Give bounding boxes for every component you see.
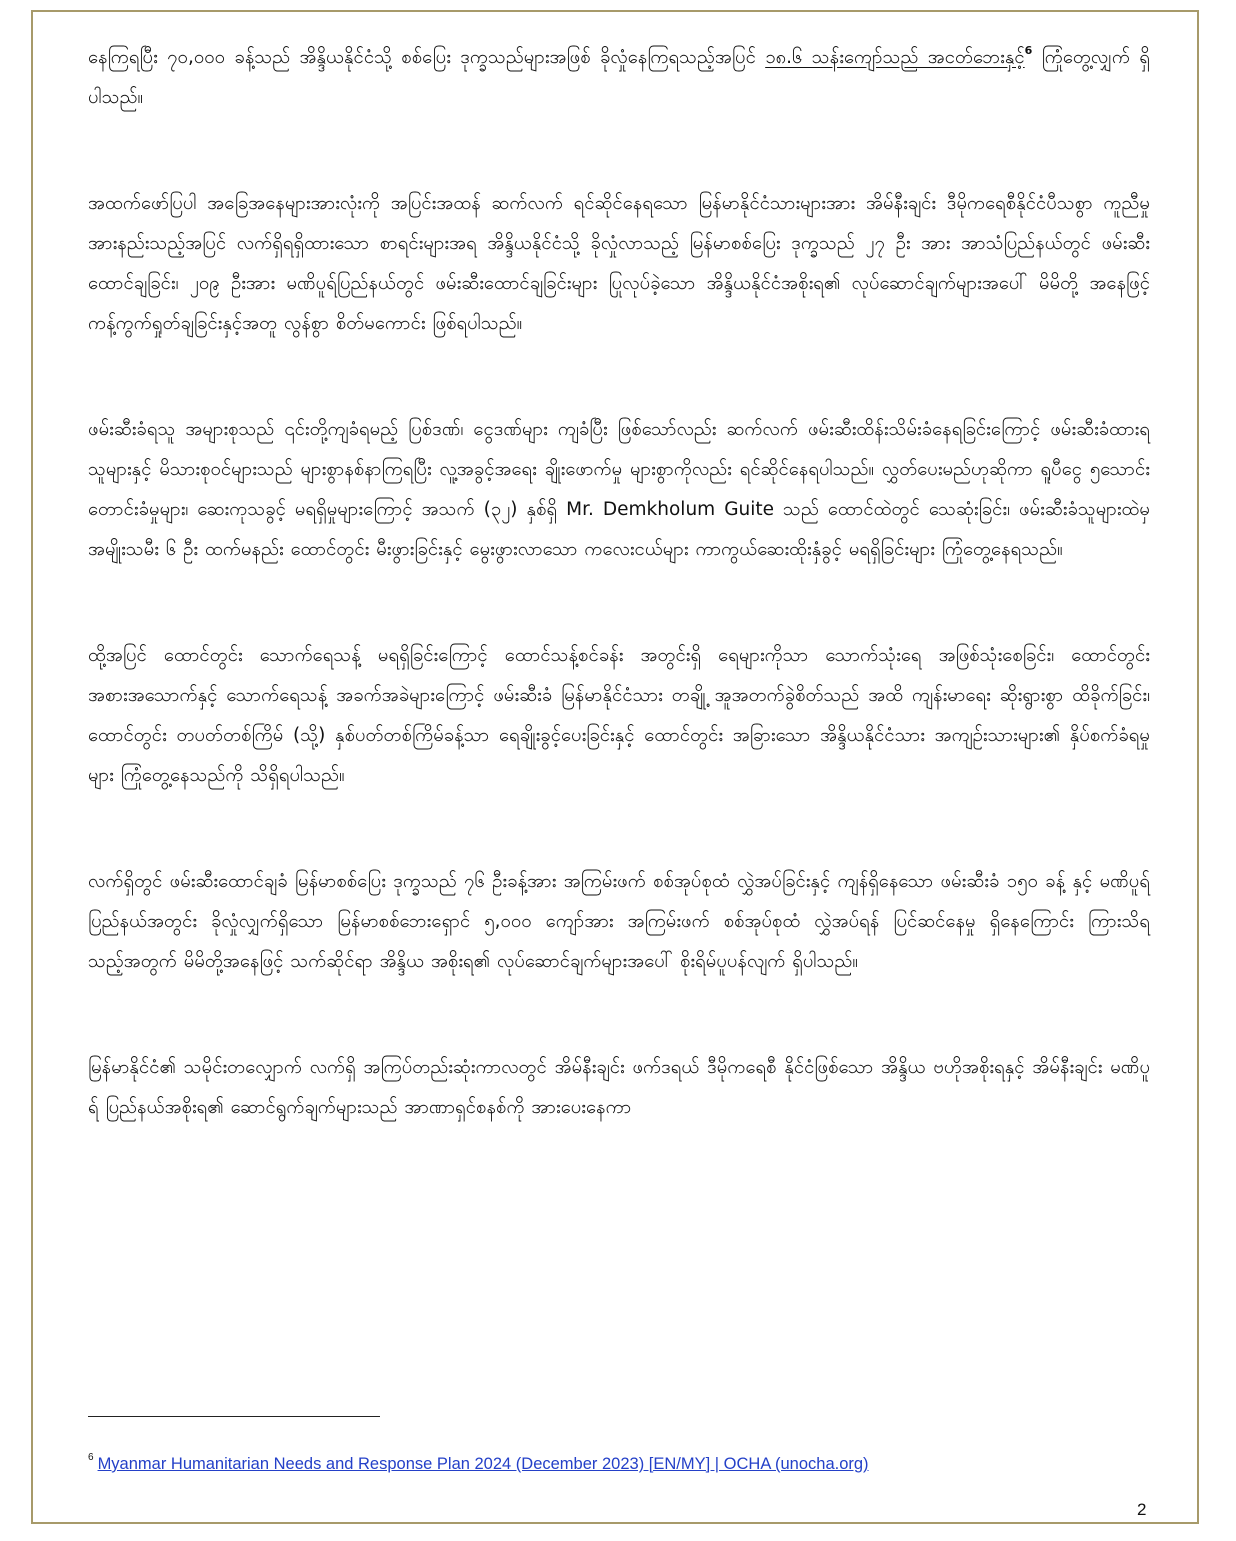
paragraph-1-text: နေကြရပြီး ၇၀,၀၀၀ ခန့်သည် အိန္ဒိယနိုင်ငံသို့ စစ်ပြေး ဒုက္ခသည်များအဖြစ် ခိုလှုံနေကြရသည့်အပြင် (88, 47, 766, 68)
hunger-figure-underlined-text: ၁၈.၆ သန်းကျော်သည် အငတ်ဘေးနှင့် (765, 47, 1025, 68)
footnote-separator (88, 1416, 380, 1417)
paragraph-1-text-end: ကြုံတွေ့လျှက် ရှိပါသည်။ (88, 47, 1150, 108)
document-body (88, 38, 1150, 1128)
paragraph-6: မြန်မာနိုင်ငံ၏ သမိုင်းတလျှောက် လက်ရှိ အကြပ်တည်းဆုံးကာလတွင် အိမ်နီးချင်း ဖက်ဒရယ် ဒီမိုကရေစီ နိုင်ငံဖြစ်သော အိန္ဒိယ ဗဟိုအစိုးရနှင့် အိမ်နီးချင်း မဏိပူရ် ပြည်နယ်အစိုးရ၏ ဆောင်ရွက်ချက်များသည် အာဏာရှင်စနစ်ကို အားပေးနေကာ (88, 1057, 1150, 1118)
footnote-number: 6 (88, 1451, 94, 1463)
paragraph-4: ထို့အပြင် ထောင်တွင်း သောက်ရေသန့် မရရှိခြင်းကြောင့် ထောင်သန့်စင်ခန်း အတွင်းရှိ ရေများကိုသာ သောက်သုံးရေ အဖြစ်သုံးစေခြင်း၊ ထောင်တွင်း အစားအသောက်နှင့် သောက်ရေသန့် အခက်အခဲများကြောင့် ဖမ်းဆီးခံ မြန်မာနိုင်ငံသား တချို့ အူအတက်ခွဲစိတ်သည် အထိ ကျန်းမာရေး ဆိုးရွားစွာ ထိခိုက်ခြင်း၊ ထောင်တွင်း တပတ်တစ်ကြိမ် (သို့) နှစ်ပတ်တစ်ကြိမ်ခန့်သာ ရေချိုးခွင့်ပေးခြင်းနှင့် ထောင်တွင်း အခြားသော အိန္ဒိယနိုင်ငံသား အကျဉ်းသားများ၏ နှိပ်စက်ခံရမှုများ ကြုံတွေ့နေသည်ကို သိရှိရပါသည်။ (88, 645, 1150, 786)
footnote-reference-6[interactable]: 6 (1024, 43, 1033, 57)
footnote-source-link[interactable]: Myanmar Humanitarian Needs and Response Plan 2024 (December 2023) [EN/MY] | OCHA (unocha.org) (97, 1455, 869, 1473)
paragraph-1 (88, 38, 1150, 118)
paragraph-3: ဖမ်းဆီးခံရသူ အများစုသည် ၎င်းတို့ကျခံရမည့် ပြစ်ဒဏ်၊ ငွေဒဏ်များ ကျခံပြီး ဖြစ်သော်လည်း ဆက်လက် ဖမ်းဆီးထိန်းသိမ်းခံနေရခြင်းကြောင့် ဖမ်းဆီးခံထားရသူများနှင့် မိသားစုဝင်များသည် များစွာနစ်နာကြရပြီး လူ့အခွင့်အရေး ချိုးဖောက်မှု များစွာကိုလည်း ရင်ဆိုင်နေရပါသည်။ လွှတ်ပေးမည်ဟုဆိုကာ ရူပီငွေ ၅သောင်း တောင်းခံမှုများ၊ ဆေးကုသခွင့် မရရှိမှုများကြောင့် အသက် (၃၂) နှစ်ရှိ Mr. Demkholum Guite သည် ထောင်ထဲတွင် သေဆုံးခြင်း၊ ဖမ်းဆီးခံသူများထဲမှ အမျိုးသမီး ၆ ဦး ထက်မနည်း ထောင်တွင်း မီးဖွားခြင်းနှင့် မွေးဖွားလာသော ကလေးငယ်များ ကာကွယ်ဆေးထိုးနှံခွင့် မရရှိခြင်းများ ကြုံတွေ့နေရသည်။ (88, 419, 1150, 560)
footnote (88, 1453, 869, 1475)
paragraph-5: လက်ရှိတွင် ဖမ်းဆီးထောင်ချခံ မြန်မာစစ်ပြေး ဒုက္ခသည် ၇၆ ဦးခန့်အား အကြမ်းဖက် စစ်အုပ်စုထံ လွှဲအပ်ခြင်းနှင့် ကျန်ရှိနေသော ဖမ်းဆီးခံ ၁၅၀ ခန့် နှင့် မဏိပူရ် ပြည်နယ်အတွင်း ခိုလှုံလျှက်ရှိသော မြန်မာစစ်ဘေးရှောင် ၅,၀၀၀ ကျော်အား အကြမ်းဖက် စစ်အုပ်စုထံ လွှဲအပ်ရန် ပြင်ဆင်နေမှု ရှိနေကြောင်း ကြားသိရသည့်အတွက် မိမိတို့အနေဖြင့် သက်ဆိုင်ရာ အိန္ဒိယ အစိုးရ၏ လုပ်ဆောင်ချက်များအပေါ် စိုးရိမ်ပူပန်လျက် ရှိပါသည်။ (88, 871, 1150, 972)
page-number: 2 (1137, 1500, 1147, 1519)
paragraph-2: အထက်ဖော်ပြပါ အခြေအနေများအားလုံးကို အပြင်းအထန် ဆက်လက် ရင်ဆိုင်နေရသော မြန်မာနိုင်ငံသားများအား အိမ်နီးချင်း ဒီမိုကရေစီနိုင်ငံပီသစွာ ကူညီမှု အားနည်းသည့်အပြင် လက်ရှိရရှိထားသော စာရင်းများအရ အိန္ဒိယနိုင်ငံသို့ ခိုလှုံလာသည့် မြန်မာစစ်ပြေး ဒုက္ခသည် ၂၇ ဦး အား အာသံပြည်နယ်တွင် ဖမ်းဆီးထောင်ချခြင်း၊ ၂၀၉ ဦးအား မဏိပူရ်ပြည်နယ်တွင် ဖမ်းဆီးထောင်ချခြင်းများ ပြုလုပ်ခဲ့သော အိန္ဒိယနိုင်ငံအစိုးရ၏ လုပ်ဆောင်ချက်များအပေါ် မိမိတို့ အနေဖြင့် ကန့်ကွက်ရှုတ်ချခြင်းနှင့်အတူ လွန်စွာ စိတ်မကောင်း ဖြစ်ရပါသည်။ (88, 193, 1150, 334)
